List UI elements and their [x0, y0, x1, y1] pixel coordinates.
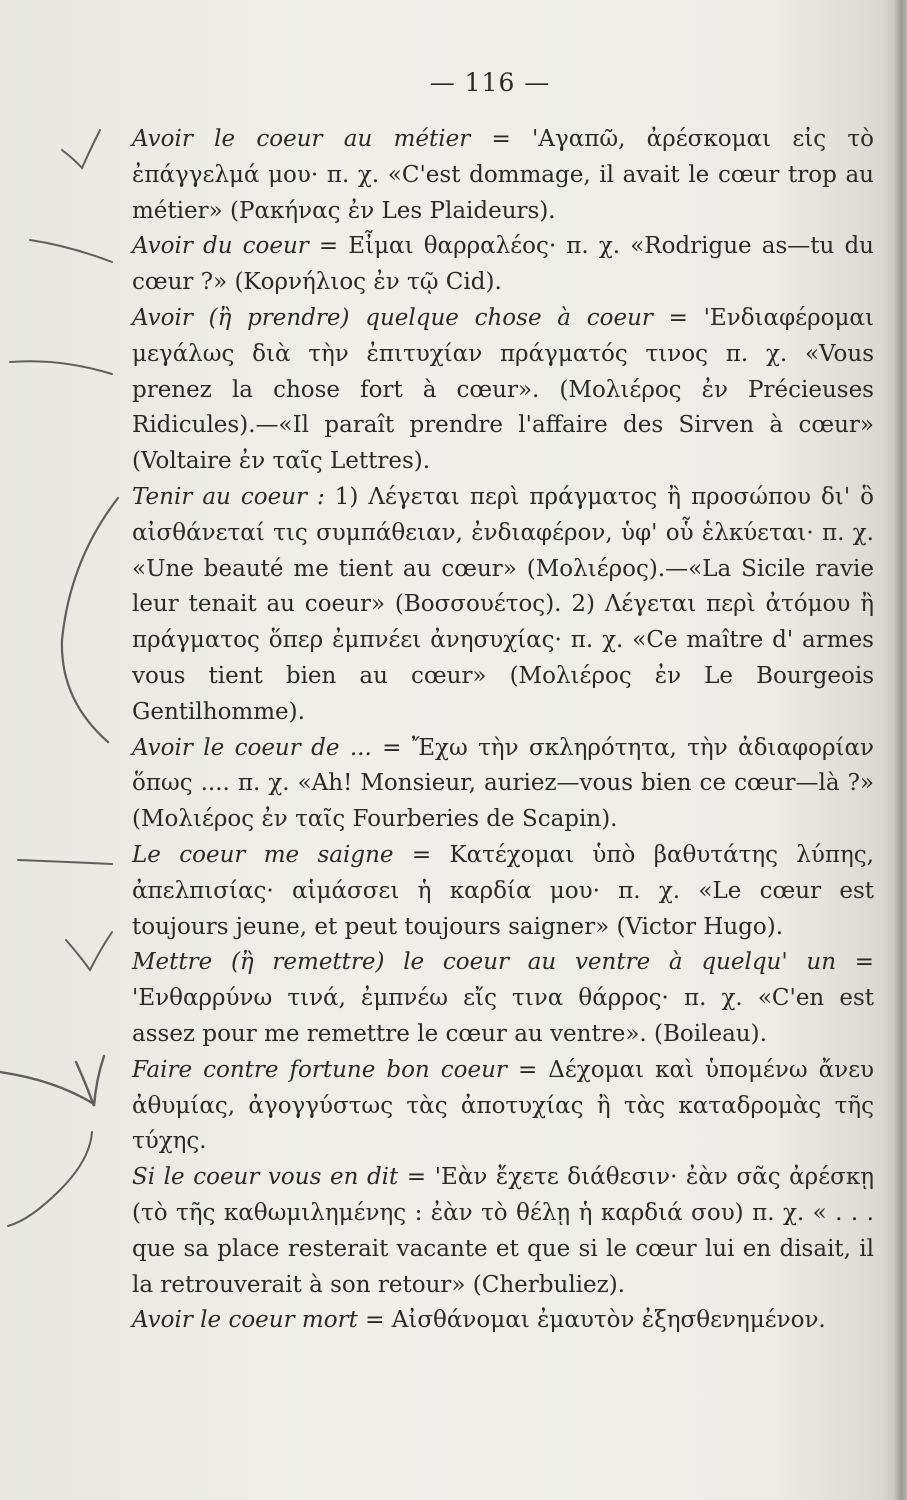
page-edge — [893, 0, 907, 1500]
entry-headword: Avoir le coeur mort — [132, 1307, 358, 1334]
entry-definition: 1) Λέγεται περὶ πράγματος ἢ προσώπου δι' ὃ αἰσθάνεταί τις συμπάθειαν, ἐνδιαφέρον, ὑφ' οὗ ἑλκύεται· π. χ. «Une beauté me tient au cœur» (Μολιέρος).—«La Sicile ravie leur tenait au coeur» (Βοσσουέτος). 2) Λέγεται περὶ ἀτόμου ἢ πράγματος ὅπερ ἐμπνέει ἀνησυχίας· π. χ. «Ce maître d' armes vous tient bien au cœur» (Μολιέρος ἐν Le Bourgeois Gentilhomme). — [132, 483, 874, 725]
entry-headword: Avoir (ἢ prendre) quelque chose à coeur — [132, 304, 653, 331]
entry-definition: 'Αγαπῶ, ἀρέσκομαι εἰς τὸ ἐπάγγελμά μου· π. χ. «C'est dommage, il avait le cœur trop au métier» (Ρακήνας ἐν Les Plaideurs). — [132, 126, 874, 224]
entry-definition: Δέχομαι καὶ ὑπομένω ἄνευ ἀθυμίας, ἀγογγύστως τὰς ἀποτυχίας ἢ τὰς καταδρομὰς τῆς τύχης. — [132, 1056, 875, 1155]
entry-definition: 'Ενθαρρύνω τινά, ἐμπνέω εἴς τινα θάρρος· π. χ. «C'en est assez pour me remettre le cœur au ventre». (Boileau). — [132, 985, 874, 1047]
entry-headword: Avoir le coeur au métier — [132, 126, 471, 152]
dictionary-text — [132, 122, 874, 1339]
entry: Avoir le coeur au métier = 'Αγαπῶ, ἀρέσκομαι εἰς τὸ ἐπάγγελμά μου· π. χ. «C'est dommage, il avait le cœur trop au métier» (Ρακήνας ἐν Les Plaideurs). — [132, 126, 874, 224]
entry-headword: Si le coeur vous en dit — [132, 1164, 399, 1191]
entry: Le coeur me saigne = Κατέχομαι ὑπὸ βαθυτάτης λύπης, ἀπελπισίας· αἱμάσσει ἡ καρδία μου· π. χ. «Le cœur est toujours jeune, et peut toujours saigner» (Victor Hugo). — [132, 841, 874, 940]
entry-headword: Le coeur me saigne — [132, 841, 394, 868]
entry: Avoir du coeur = Εἶμαι θαρραλέος· π. χ. «Rodrigue as—tu du cœur ?» (Κορνήλιος ἐν τῷ Cid). — [132, 233, 874, 296]
entry-headword: Faire contre fortune bon coeur — [132, 1056, 507, 1083]
entry: Avoir le coeur mort = Αἰσθάνομαι ἐμαυτὸν ἐξησθενημένον. — [132, 1307, 826, 1334]
entry — [132, 480, 874, 731]
page-number: — 116 — — [429, 68, 551, 97]
entry-definition: 'Ενδιαφέρομαι μεγάλως διὰ τὴν ἐπιτυχίαν πράγματός τινος π. χ. «Vous prenez la chose fort à cœur». (Μολιέρος ἐν Précieuses Ridicules).—«Il paraît prendre l'affaire des Sirven à cœur» (Voltaire ἐν ταῖς Lettres). — [132, 304, 874, 475]
entry-definition: 'Εὰν ἔχετε διάθεσιν· ἐὰν σᾶς ἀρέσκῃ (τὸ τῆς καθωμιλημένης : ἐὰν τὸ θέλῃ ἡ καρδιά σου) π. χ. « . . . que sa place resterait vacante et que si le cœur lui en disait, il la retrouverait à son retour» (Cherbuliez). — [132, 1164, 874, 1298]
entry-definition: Κατέχομαι ὑπὸ βαθυτάτης λύπης, ἀπελπισίας· αἱμάσσει ἡ καρδία μου· π. χ. «Le cœur est toujours jeune, et peut toujours saigner» (Victor Hugo). — [132, 841, 874, 940]
entry-definition: Αἰσθάνομαι ἐμαυτὸν ἐξησθενημένον. — [391, 1307, 826, 1334]
entry-definition: Εἶμαι θαρραλέος· π. χ. «Rodrigue as—tu du cœur ?» (Κορνήλιος ἐν τῷ Cid). — [132, 233, 874, 296]
entry: Mettre (ἢ remettre) le coeur au ventre à quelqu' un = 'Ενθαρρύνω τινά, ἐμπνέω εἴς τινα θάρρος· π. χ. «C'en est assez pour me remettre le cœur au ventre». (Boileau). — [132, 949, 874, 1047]
entry: Faire contre fortune bon coeur = Δέχομαι καὶ ὑπομένω ἄνευ ἀθυμίας, ἀγογγύστως τὰς ἀποτυχίας ἢ τὰς καταδρομὰς τῆς τύχης. — [132, 1056, 875, 1155]
entry: Avoir (ἢ prendre) quelque chose à coeur = 'Ενδιαφέρομαι μεγάλως διὰ τὴν ἐπιτυχίαν πράγματός τινος π. χ. «Vous prenez la chose fort à cœur». (Μολιέρος ἐν Précieuses Ridicules).—«Il paraît prendre l'affaire des Sirven à cœur» (Voltaire ἐν ταῖς Lettres). — [132, 304, 874, 475]
entry-headword: Tenir au coeur : — [132, 483, 325, 510]
entry-headword: Avoir du coeur — [132, 233, 309, 260]
entry-definition: Ἔχω τὴν σκληρότητα, τὴν ἀδιαφορίαν ὅπως .... π. χ. «Ah! Monsieur, auriez—vous bien ce cœur—là ?» (Μολιέρος ἐν ταῖς Fourberies de Scapin). — [132, 734, 874, 833]
entry: Si le coeur vous en dit = 'Εὰν ἔχετε διάθεσιν· ἐὰν σᾶς ἀρέσκῃ (τὸ τῆς καθωμιλημένης : ἐὰν τὸ θέλῃ ἡ καρδιά σου) π. χ. « . . . que sa place resterait vacante et que si le cœur lui en disait, il la retrouverait à son retour» (Cherbuliez). — [132, 1164, 874, 1298]
entry-headword: Avoir le coeur de ... — [132, 734, 372, 761]
entry-headword: Mettre (ἢ remettre) le coeur au ventre à quelqu' un — [132, 949, 837, 976]
entry: Avoir le coeur de ... = Ἔχω τὴν σκληρότητα, τὴν ἀδιαφορίαν ὅπως .... π. χ. «Ah! Monsieur, auriez—vous bien ce cœur—là ?» (Μολιέρος ἐν ταῖς Fourberies de Scapin). — [132, 734, 874, 833]
